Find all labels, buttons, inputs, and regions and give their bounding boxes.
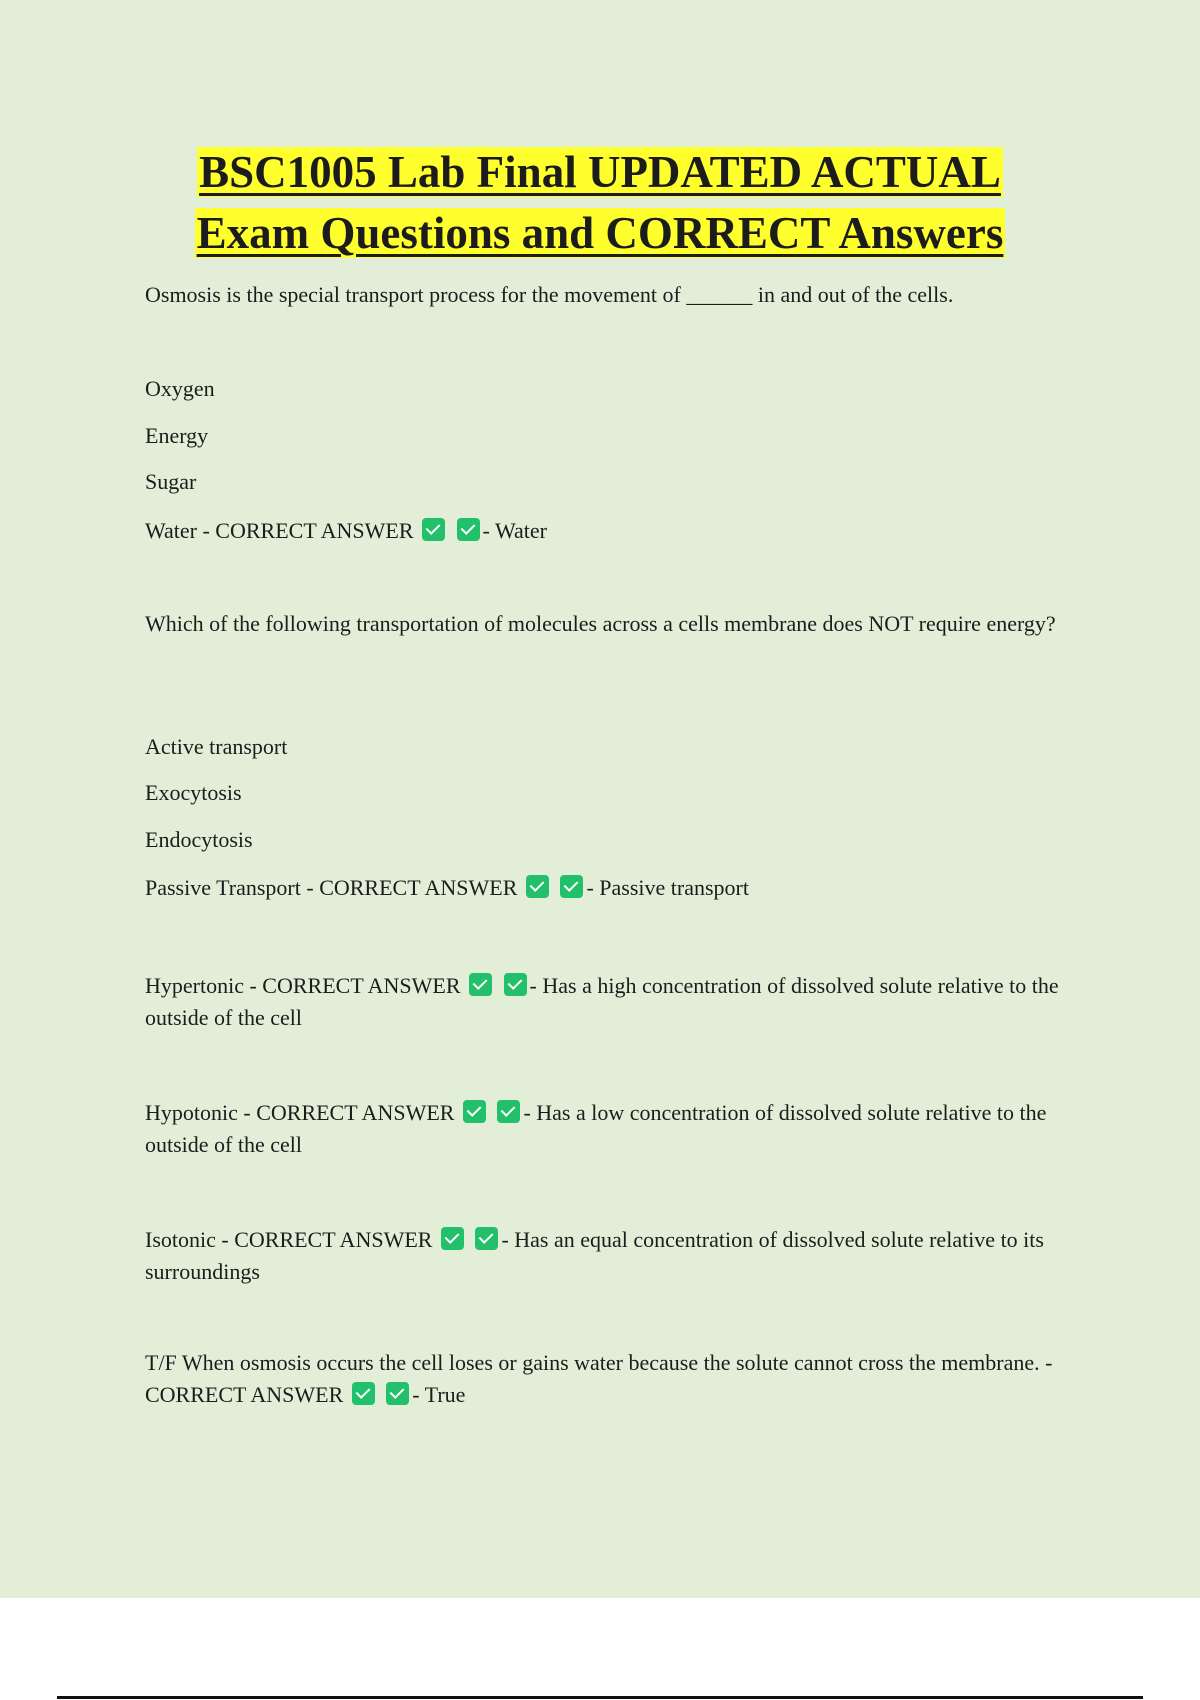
correct-label: CORRECT ANSWER: [234, 1227, 433, 1252]
answer-text: - Passive transport: [586, 875, 749, 900]
correct-label: CORRECT ANSWER: [256, 1100, 455, 1125]
check-box-icon: [422, 518, 445, 541]
answer-prefix: Water -: [145, 518, 216, 543]
answer-text: - True: [412, 1382, 466, 1407]
answer-text: - Water: [482, 518, 547, 543]
answer-line: [145, 1224, 1090, 1288]
answer-text: - Has a high concentration of dissolved solute relative to the outside of the cell: [145, 973, 1059, 1030]
title-line-2: Exam Questions and CORRECT Answers: [196, 208, 1004, 258]
answer-prefix: T/F When osmosis occurs the cell loses or gains water because the solute cannot cross the membrane. -: [145, 1350, 1053, 1375]
check-box-icon: [560, 875, 583, 898]
option: Energy: [145, 423, 209, 448]
page-title: [0, 142, 1200, 264]
answer-prefix: Hypertonic -: [145, 973, 263, 998]
answer-line: [145, 1347, 1090, 1411]
check-box-icon: [526, 875, 549, 898]
check-box-icon: [457, 518, 480, 541]
option: Endocytosis: [145, 827, 253, 852]
correct-label: CORRECT ANSWER: [145, 1382, 344, 1407]
answer-prefix: Hypotonic -: [145, 1100, 257, 1125]
page-divider: [57, 1696, 1143, 1699]
option: Active transport: [145, 734, 288, 759]
correct-label: CORRECT ANSWER: [215, 518, 414, 543]
answer-text: - Has a low concentration of dissolved solute relative to the outside of the cell: [145, 1100, 1047, 1157]
check-box-icon: [463, 1100, 486, 1123]
answer-line: [145, 970, 1090, 1034]
correct-label: CORRECT ANSWER: [319, 875, 518, 900]
check-box-icon: [352, 1382, 375, 1405]
answer-line: [145, 1097, 1090, 1161]
answer-prefix: Passive Transport -: [145, 875, 320, 900]
title-line-1: BSC1005 Lab Final UPDATED ACTUAL: [199, 147, 1001, 197]
option: Oxygen: [145, 376, 215, 401]
check-box-icon: [469, 973, 492, 996]
correct-label: CORRECT ANSWER: [262, 973, 461, 998]
question-2: Which of the following transportation of molecules across a cells membrane does NOT require energy?: [145, 611, 1056, 636]
answer-prefix: Isotonic -: [145, 1227, 235, 1252]
check-box-icon: [386, 1382, 409, 1405]
check-box-icon: [504, 973, 527, 996]
option: Sugar: [145, 469, 197, 494]
answer-text: - Has an equal concentration of dissolved solute relative to its surroundings: [145, 1227, 1044, 1284]
answer-line: [145, 872, 1090, 904]
question-1: Osmosis is the special transport process for the movement of ______ in and out of the cells.: [145, 282, 954, 307]
answer-line: [145, 515, 1090, 547]
check-box-icon: [475, 1227, 498, 1250]
check-box-icon: [497, 1100, 520, 1123]
check-box-icon: [441, 1227, 464, 1250]
option: Exocytosis: [145, 780, 242, 805]
